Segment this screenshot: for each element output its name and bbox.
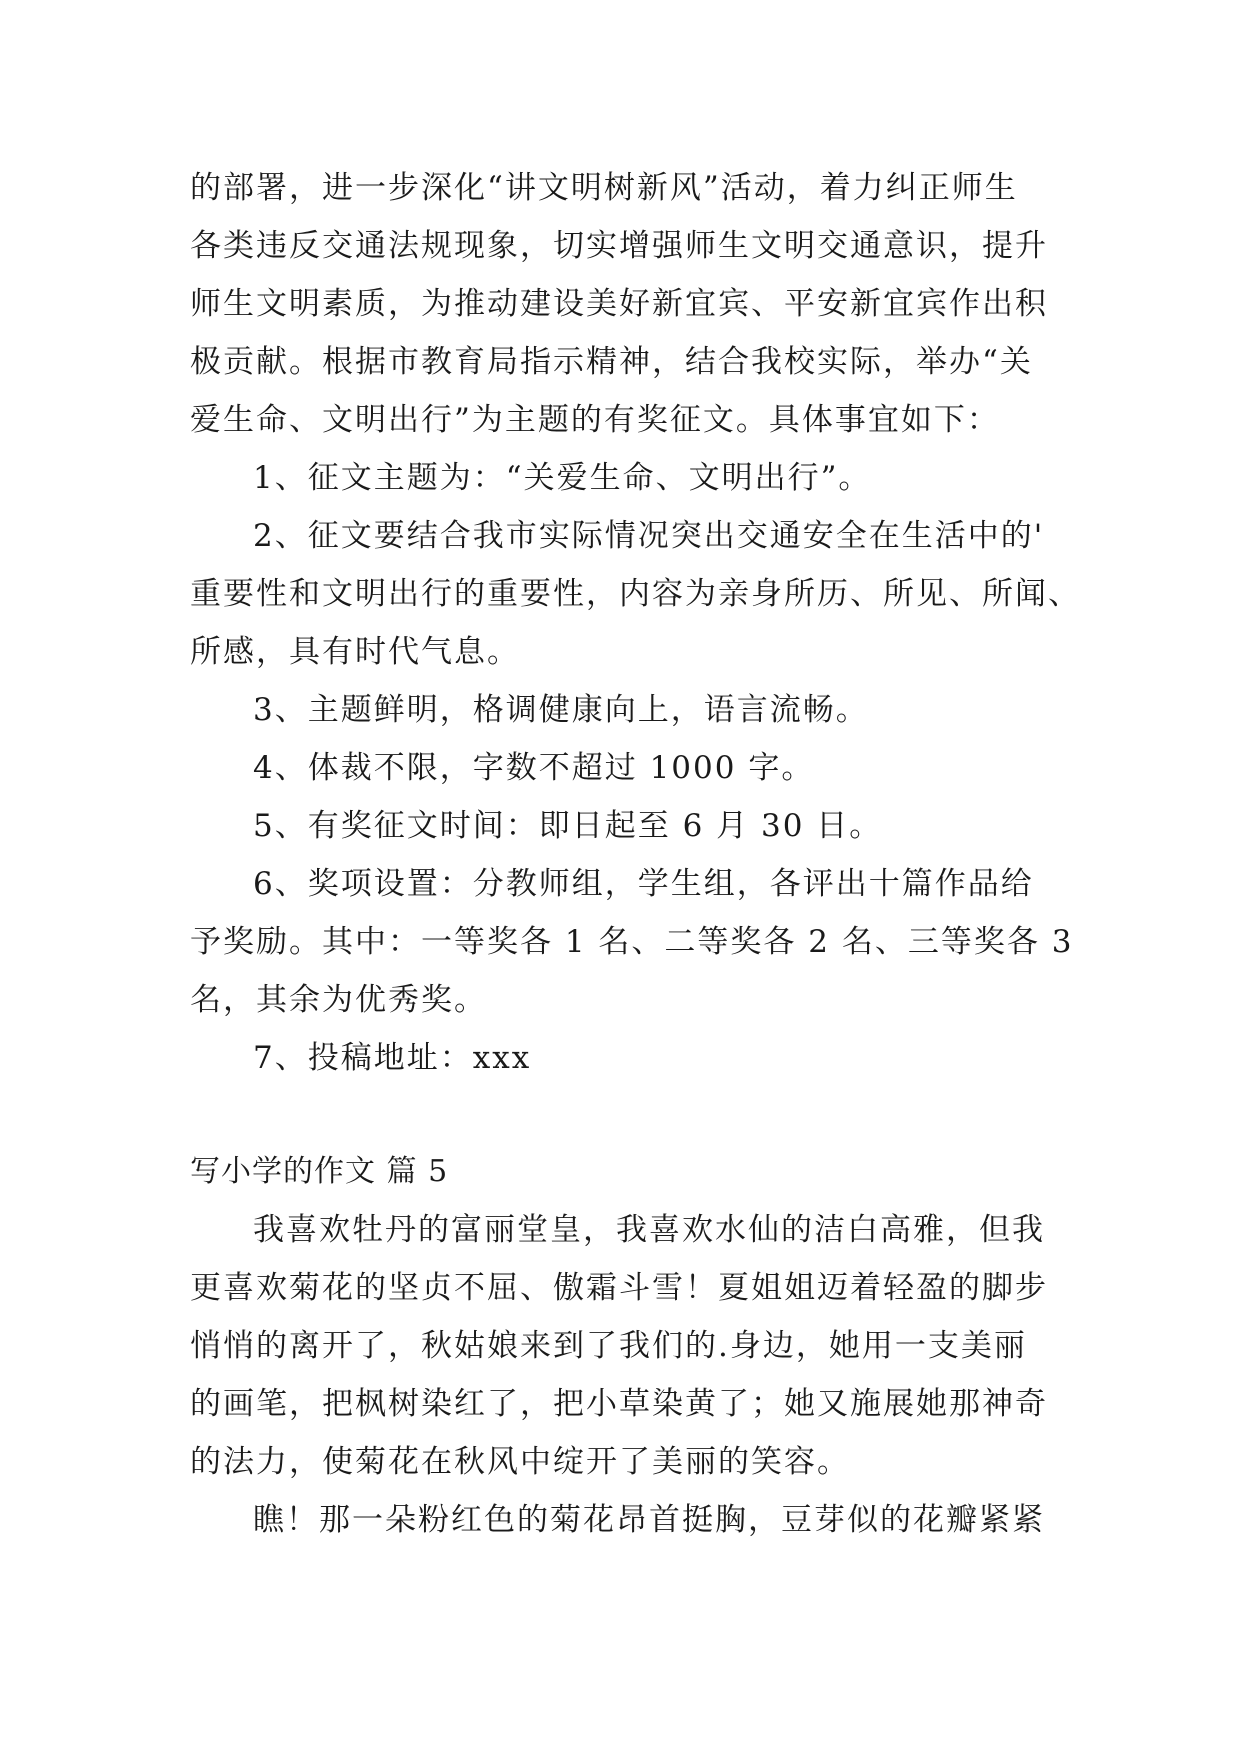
list-item-6-cont: 名，其余为优秀奖。 [190, 982, 487, 1018]
list-item-3: 3、主题鲜明，格调健康向上，语言流畅。 [253, 692, 869, 728]
intro-line: 各类违反交通法规现象，切实增强师生文明交通意识，提升 [190, 228, 1048, 264]
list-item-5: 5、有奖征文时间：即日起至 6 月 30 日。 [253, 808, 883, 844]
essay-line: 瞧！那一朵粉红色的菊花昂首挺胸，豆芽似的花瓣紧紧 [253, 1502, 1045, 1538]
essay-line: 悄悄的离开了，秋姑娘来到了我们的.身边，她用一支美丽 [190, 1328, 1027, 1364]
essay-line: 我喜欢牡丹的富丽堂皇，我喜欢水仙的洁白高雅，但我 [253, 1212, 1045, 1248]
list-item-2-cont: 重要性和文明出行的重要性，内容为亲身所历、所见、所闻、 [190, 576, 1081, 612]
intro-line: 爱生命、文明出行”为主题的有奖征文。具体事宜如下： [190, 402, 1000, 438]
intro-line: 的部署，进一步深化“讲文明树新风”活动，着力纠正师生 [190, 170, 1018, 206]
intro-line: 极贡献。根据市教育局指示精神，结合我校实际，举办“关 [190, 344, 1033, 380]
list-item-2: 2、征文要结合我市实际情况突出交通安全在生活中的' [253, 518, 1045, 554]
list-item-4: 4、体裁不限，字数不超过 1000 字。 [253, 750, 815, 786]
section-title: 写小学的作文 篇 5 [190, 1154, 449, 1189]
essay-line: 更喜欢菊花的坚贞不屈、傲霜斗雪！夏姐姐迈着轻盈的脚步 [190, 1270, 1048, 1306]
essay-line: 的画笔，把枫树染红了，把小草染黄了；她又施展她那神奇 [190, 1386, 1048, 1422]
list-item-6: 6、奖项设置：分教师组，学生组，各评出十篇作品给 [253, 866, 1034, 902]
list-item-7: 7、投稿地址：xxx [253, 1040, 532, 1076]
list-item-6-cont: 予奖励。其中：一等奖各 1 名、二等奖各 2 名、三等奖各 3 [190, 924, 1074, 960]
intro-line: 师生文明素质，为推动建设美好新宜宾、平安新宜宾作出积 [190, 286, 1048, 322]
list-item-1: 1、征文主题为：“关爱生命、文明出行”。 [253, 460, 872, 496]
essay-line: 的法力，使菊花在秋风中绽开了美丽的笑容。 [190, 1444, 850, 1480]
list-item-2-cont: 所感，具有时代气息。 [190, 634, 520, 670]
